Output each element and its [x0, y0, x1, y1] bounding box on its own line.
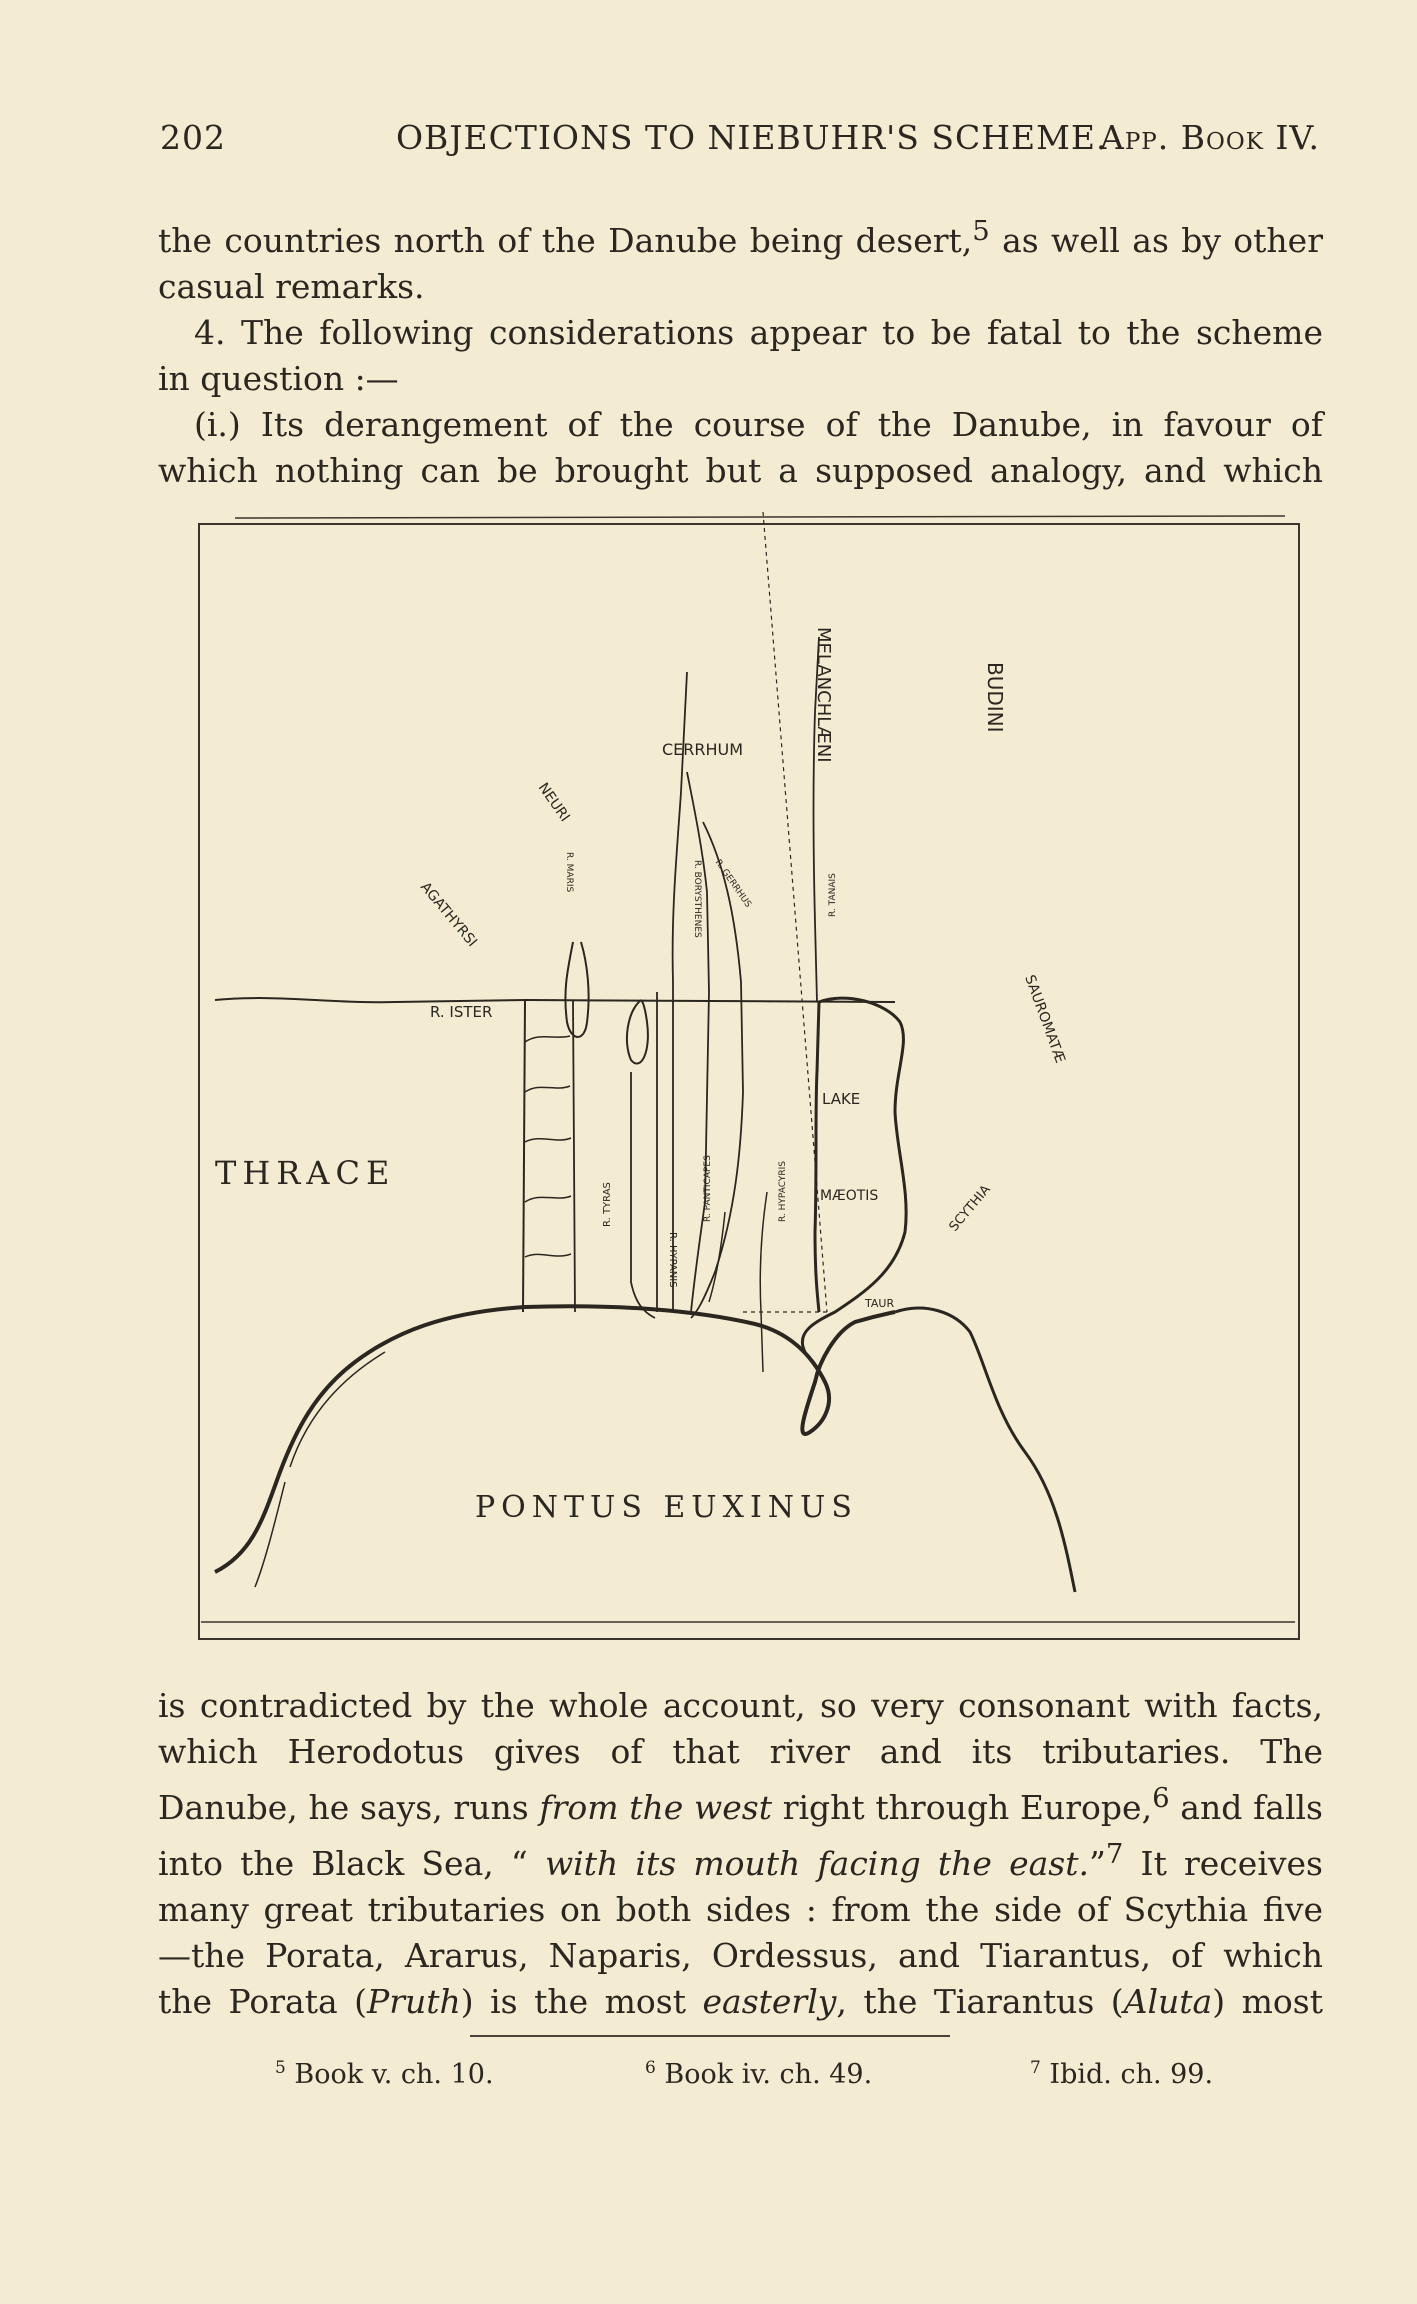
label-cerrhum: CERRHUM [662, 740, 744, 759]
label-panticapes: R. PANTICAPES [703, 1155, 713, 1222]
lake-shape [565, 942, 588, 1037]
text-line: (i.) Its derangement of the course of the Danube, in favour of [194, 405, 1323, 444]
footnotes [275, 2058, 1275, 2098]
label-hypacyris: R. HYPACYRIS [778, 1160, 788, 1222]
label-taur: TAUR [865, 1297, 895, 1310]
text-line: 4. The following considerations appear to be fatal to the scheme [194, 313, 1323, 352]
label-agathyrsi: AGATHYRSI [416, 879, 481, 951]
text-line: Danube, he says, runs from the west right through Europe,$^6$ and falls [158, 1782, 1323, 1827]
label-scythia: SCYTHIA [946, 1182, 994, 1235]
borysthenes-river [673, 672, 687, 1312]
pontus-coastline [215, 1306, 895, 1572]
text-line: which Herodotus gives of that river and its tributaries. The [158, 1732, 1323, 1771]
bottom-paragraphs [158, 1683, 1323, 2025]
map-frame [199, 524, 1299, 1639]
running-title: OBJECTIONS TO NIEBUHR'S SCHEME. [396, 118, 1108, 157]
label-melanchlaeni: MELANCHLÆNI [813, 627, 834, 763]
label-gerrhus: R. GERRHUS [712, 857, 753, 910]
hypanis-river [631, 1072, 655, 1318]
label-thrace: THRACE [215, 1154, 396, 1192]
label-ister: R. ISTER [430, 1003, 493, 1021]
label-neuri: NEURI [534, 780, 573, 825]
label-pontus: PONTUS EUXINUS [475, 1490, 858, 1525]
label-maris: R. MARIS [564, 852, 574, 893]
frame-top-rule [235, 516, 1285, 518]
label-budini: BUDINI [983, 662, 1007, 733]
panticapes-river [709, 1212, 725, 1302]
label-hypanis: R. HYPANIS [667, 1232, 678, 1288]
running-head [160, 118, 1320, 162]
text-line: is contradicted by the whole account, so very consonant with facts, [158, 1686, 1323, 1725]
footnote-ref: 6 [1152, 1782, 1170, 1814]
footnote-7: $^7$ Ibid. ch. 99. [1030, 2058, 1214, 2090]
label-sauromatae: SAUROMATÆ [1021, 972, 1068, 1066]
coast-hatching [255, 1352, 385, 1587]
label-lake: LAKE [822, 1090, 861, 1108]
text-line: into the Black Sea, “ with its mouth facing the east.”$^7$ It receives [158, 1838, 1323, 1883]
text-line: which nothing can be brought but a supposed analogy, and which [158, 451, 1323, 490]
label-tanais: R. TANAIS [828, 873, 838, 917]
top-paragraphs [158, 208, 1323, 494]
text-line: —the Porata, Ararus, Naparis, Ordessus, and Tiarantus, of which [158, 1936, 1323, 1975]
text-line: the countries north of the Danube being desert,$^5$ as well as by other [158, 215, 1323, 260]
scythia-map [195, 512, 1307, 1647]
marsh-lines [525, 1036, 571, 1257]
text-line: many great tributaries on both sides : from the side of Scythia five [158, 1890, 1323, 1929]
maeotis-west-shore [815, 1002, 819, 1312]
label-borysthenes: R. BORYSTHENES [692, 860, 702, 938]
hypacyris-river [760, 1192, 767, 1372]
footnote-5: $^5$ Book v. ch. 10. [275, 2058, 494, 2090]
label-tyras: R. TYRAS [602, 1182, 613, 1227]
east-coast [895, 1308, 1075, 1592]
borysthenes-east [687, 772, 709, 1312]
hypanis-lake [627, 1000, 648, 1064]
footnote-ref: 7 [1105, 1838, 1124, 1870]
footnote-rule [470, 2035, 950, 2037]
footnote-ref: 5 [972, 215, 990, 247]
text-line: the Porata (Pruth) is the most easterly, the Tiarantus (Aluta) most [158, 1982, 1323, 2021]
text-line: casual remarks. [158, 267, 425, 306]
map-figure [195, 512, 1307, 1647]
section-label: App. Book IV. [1100, 118, 1320, 157]
tyras-river [573, 1000, 575, 1312]
label-maeotis: MÆOTIS [820, 1188, 879, 1204]
text-line: in question :— [158, 359, 399, 398]
page-number: 202 [160, 118, 226, 157]
footnote-6: $^6$ Book iv. ch. 49. [645, 2058, 873, 2090]
western-bank [523, 1000, 525, 1312]
